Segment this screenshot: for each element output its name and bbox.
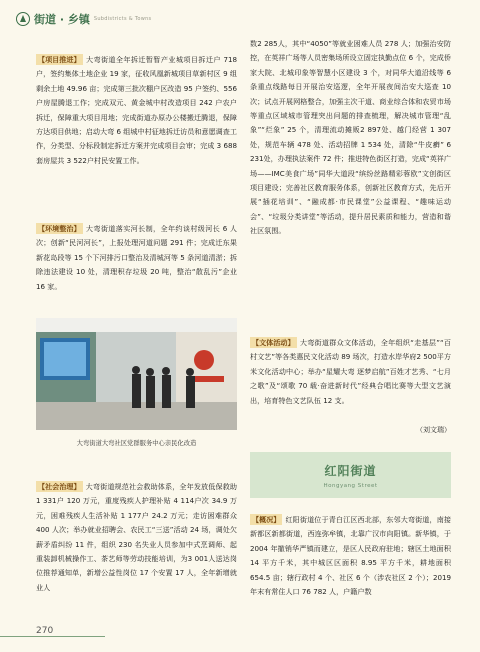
tag-project: 【项目推进】: [38, 55, 81, 64]
text-culture: 大弯街道群众文体活动，全年组织“走基层”“百村文艺”等各类惠民文化活动 89 场次，打造水岸华府2 500平方米文化活动中心；举办“星耀大弯 逐梦启航”百姓才艺秀、“七月之歌”及“颂歌 70 载·奋进新时代”经典合唱比赛等大型文艺演出，培育特色文艺队伍 12 支。: [250, 338, 451, 405]
paragraph-social: [36, 480, 237, 595]
paragraph-continued: [250, 37, 451, 239]
banner-title: 红阳街道: [324, 463, 377, 478]
logo-icon: [16, 12, 30, 26]
text-environment: 大弯街道落实河长制，全年约谈村级河长 6 人次；创新“民河河长”，上报处理河道问题 291 件；完成迁东果新花岛段等 15 个下河排污口整治及清城河等 5 条河道清淤；拆除违法建设 10 处，清理积存垃圾 20 吨，整治“散乱污”企业 16 家。: [36, 224, 237, 291]
banner-subtitle: Hongyang Street: [323, 482, 378, 489]
section-title: 街道 · 乡镇: [34, 13, 90, 26]
paragraph-culture: [250, 336, 451, 408]
tag-social: 【社会治理】: [38, 482, 81, 491]
tag-overview: 【概况】: [252, 515, 281, 524]
paragraph-overview: [250, 513, 451, 599]
text-social: 大弯街道规范社会救助体系，全年发放低保救助 1 331户 120 万元，重度残疾人护理补贴 4 114户次 34.9 万元，困难残疾人生活补贴 1 177户 24.2 万元；走访困难群众 400 人次；举办就业招聘会、农民工“三送”活动 24 场，调处欠薪矛盾纠纷 11 件，组织 230 名失业人员参加中式烹调师、起重装卸机械操作工、茶艺师等劳动技能培训，为3 001人送达岗位推荐通知单，新增公益性岗位 17 个安置 17 人，全年新增就业人: [36, 482, 237, 592]
photo-service-center: [36, 318, 237, 430]
paragraph-project: [36, 53, 237, 168]
photo-caption: 大弯街道大弯社区党群服务中心亲民化改造: [76, 440, 197, 447]
tag-environment: 【环境整治】: [38, 224, 81, 233]
footer-divider: [0, 636, 105, 637]
tag-culture: 【文体活动】: [252, 338, 295, 347]
author-signature: （刘文瑞）: [416, 426, 451, 434]
district-banner: [250, 452, 451, 498]
text-continued: 数2 285人，其中“4050”等就业困难人员 278 人；加强治安防控，在英祥广场等人员密集场所设立固定执勤点位 6 个，完成侨家大院、北城印象等智慧小区建设 3 个，对同华大道沿线等 6 条重点线路每日开展治安巡逻，全年开展夜间治安大巡查 10 次；试点开展网格整合，加强主次干道、商业综合体和农贸市场等重点区域城市管理突出问题的排查梳理，解决城市管理“乱象”“烂象” 25 个，清理流动摊贩2 897处、越门经营 1 307处，规范车辆 478 处、活动招牌 1 534 处，清除“牛皮癣” 6 231处，办理执法案件 72 件；推进特色街区打造，完成“英祥广场——IMC美食广场”同华大道段“缤纷丝路精彩蓉欧”文创街区项目建设；完善社区教育服务体系，创新社区教育方式，先后开展“插花培训”、“融成都·市民课堂”公益课程、“趣味运动会”、“垃圾分类讲堂”等活动，提升居民素质和能力，营造和谐社区氛围。: [250, 39, 451, 236]
page-number: 270: [36, 626, 54, 636]
photo-illustration: [36, 318, 237, 430]
text-project: 大弯街道全年拆迁暂暂产业城项目拆迁户 718 户，签约集体土地企业 19 家，征收风凰新城项目草新村区 9 组剩余土地 49.96 亩；完成第三批次棚户区改造 95 户签约、556 户房屋腾退工作；完成双元、黄金城中村改造项目 242 户农户拆迁，保障重大项目用地；完成街道办原办公楼搬迁腾退，保障方达项目供地；启动大弯 6 组城中村征地拆迁访员和意愿调查工作，分类型、分标段制定拆迁方案并完成项目会审；完成 3 688套房屋共 3 522户村民安置工作。: [36, 55, 237, 165]
page-header: [16, 8, 151, 30]
section-subtitle: Subdistricts & Towns: [93, 16, 152, 22]
text-overview: 红阳街道位于青白江区西北部，东邻大弯街道，南接新都区新都街道，西连弥牟镇，北靠广汉市向阳镇。新华镇，于 2004 年撤销华严镇而建立，是区人民政府驻地；辖区土地面积 14 平方千米，其中城区区面积 8.95 平方千米，耕地面积 654.5 亩；辖行政村 4 个、社区 6 个（涉农社区 2 个）；2019 年末有常住人口 76 782 人，户籍户数: [250, 515, 451, 597]
paragraph-environment: [36, 222, 237, 294]
